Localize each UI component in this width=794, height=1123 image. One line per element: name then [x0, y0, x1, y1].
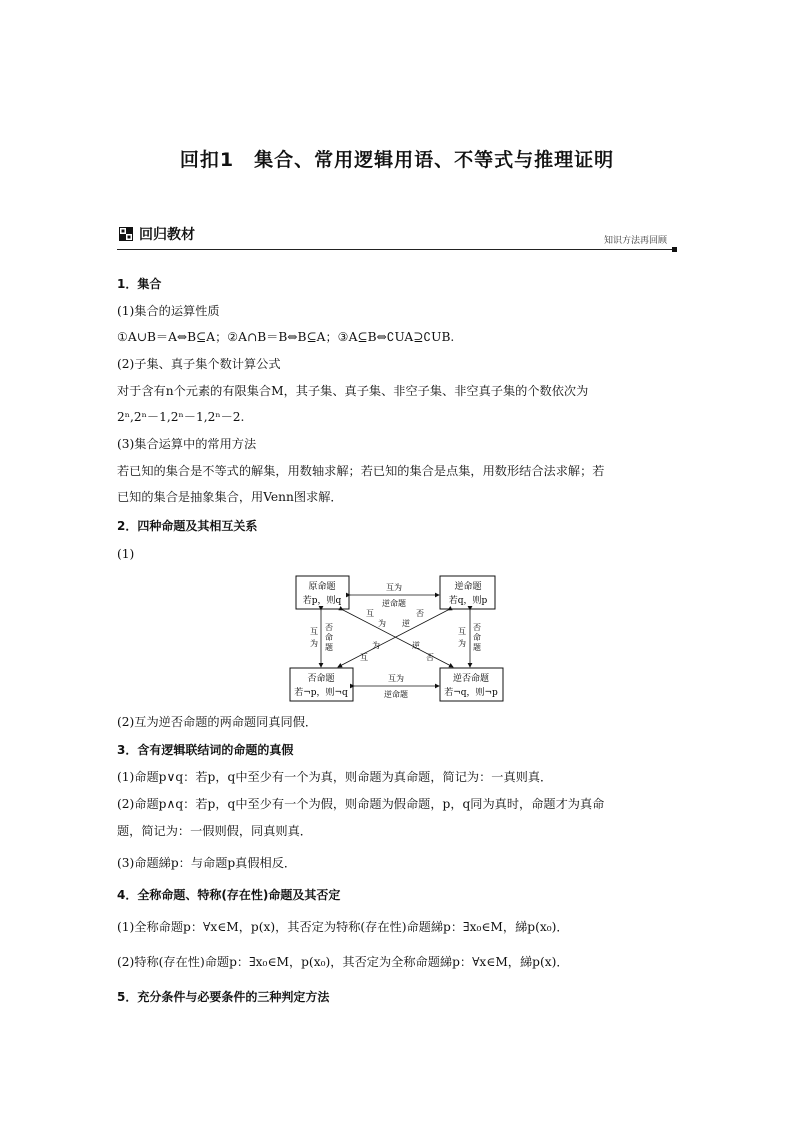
label-diag-5: 为 [372, 641, 380, 650]
label-top-1: 互为 [386, 583, 402, 592]
heading-logic: 3．含有逻辑联结词的命题的真假 [117, 743, 294, 757]
label-right-4: 互 [458, 627, 466, 636]
inverse-title: 否命题 [307, 674, 335, 684]
sub-heading: (2)子集、真子集个数计算公式 [117, 357, 281, 371]
heading-propositions: 2．四种命题及其相互关系 [117, 519, 258, 533]
four-propositions-diagram [288, 570, 508, 707]
contrapositive-form: 若¬q，则¬p [444, 688, 498, 698]
section-rule [117, 249, 677, 250]
label-diag-7: 逆 [412, 641, 420, 650]
checker-icon [119, 227, 133, 241]
paragraph: (2)特称(存在性)命题p：∃x₀∈M，p(x₀)，其否定为全称命题綈p：∀x∈M，綈p(x)． [117, 955, 569, 969]
label-left-1: 互 [310, 627, 318, 636]
paragraph: (1)全称命题p：∀x∈M，p(x)，其否定为特称(存在性)命题綈p：∃x₀∈M，綈p(x₀)． [117, 920, 569, 934]
paragraph: 2ⁿ,2ⁿ－1,2ⁿ－1,2ⁿ－2. [117, 410, 245, 424]
paragraph: (2)命题p∧q：若p，q中至少有一个为假，则命题为假命题，p，q同为真时，命题才为真命 [117, 797, 605, 811]
section-right-label: 知识方法再回顾 [603, 236, 667, 246]
label-diag-8: 否 [426, 653, 434, 662]
label-top-2: 逆命题 [382, 599, 406, 608]
paragraph: (2)互为逆否命题的两命题同真同假． [117, 715, 318, 729]
paragraph: (1)命题p∨q：若p，q中至少有一个为真，则命题为真命题，简记为：一真则真． [117, 770, 553, 784]
label-left-5: 题 [325, 643, 333, 652]
sub-heading: (1)集合的运算性质 [117, 304, 220, 318]
paragraph: 对于含有n个元素的有限集合M，其子集、真子集、非空子集、非空真子集的个数依次为 [117, 384, 589, 398]
label-diag-2: 为 [378, 619, 386, 628]
section-header [117, 224, 677, 250]
heading-sets: 1．集合 [117, 277, 162, 291]
label-left-3: 否 [325, 623, 333, 632]
label-right-1: 否 [473, 623, 481, 632]
section-label: 回归教材 [139, 227, 195, 243]
paragraph: (3)命题綈p：与命题p真假相反． [117, 856, 297, 870]
inverse-form: 若¬p，则¬q [294, 688, 348, 698]
original-title: 原命题 [308, 582, 336, 592]
contrapositive-title: 逆否命题 [452, 674, 490, 684]
heading-quantifiers: 4．全称命题、特称(存在性)命题及其否定 [117, 888, 341, 902]
page-title: 回扣1 集合、常用逻辑用语、不等式与推理证明 [179, 149, 615, 171]
converse-title: 逆命题 [454, 582, 482, 592]
original-form: 若p，则q [302, 596, 342, 606]
label-right-5: 为 [458, 639, 466, 648]
sub-heading: (3)集合运算中的常用方法 [117, 437, 257, 451]
label-right-2: 命 [473, 633, 481, 642]
label-right-3: 题 [473, 643, 481, 652]
paragraph: 已知的集合是抽象集合，用Venn图求解． [117, 490, 343, 504]
paragraph: ①A∪B＝A⇔B⊆A；②A∩B＝B⇔B⊆A；③A⊆B⇔∁UA⊇∁UB. [117, 330, 455, 344]
section-end-square [672, 247, 677, 252]
label-left-4: 命 [325, 633, 333, 642]
converse-form: 若q，则p [448, 596, 488, 606]
paragraph: 若已知的集合是不等式的解集，用数轴求解；若已知的集合是点集，用数形结合法求解；若 [117, 464, 605, 478]
label-bottom-2: 逆命题 [384, 690, 408, 699]
label-diag-1: 互 [366, 609, 374, 618]
label-diag-6: 互 [360, 653, 368, 662]
sub-heading: (1) [117, 547, 135, 561]
heading-conditions: 5．充分条件与必要条件的三种判定方法 [117, 990, 330, 1004]
label-left-2: 为 [310, 639, 318, 648]
label-bottom-1: 互为 [388, 674, 404, 683]
label-diag-3: 逆 [402, 619, 410, 628]
paragraph: 题，简记为：一假则假，同真则真． [117, 824, 312, 838]
label-diag-4: 否 [416, 609, 424, 618]
